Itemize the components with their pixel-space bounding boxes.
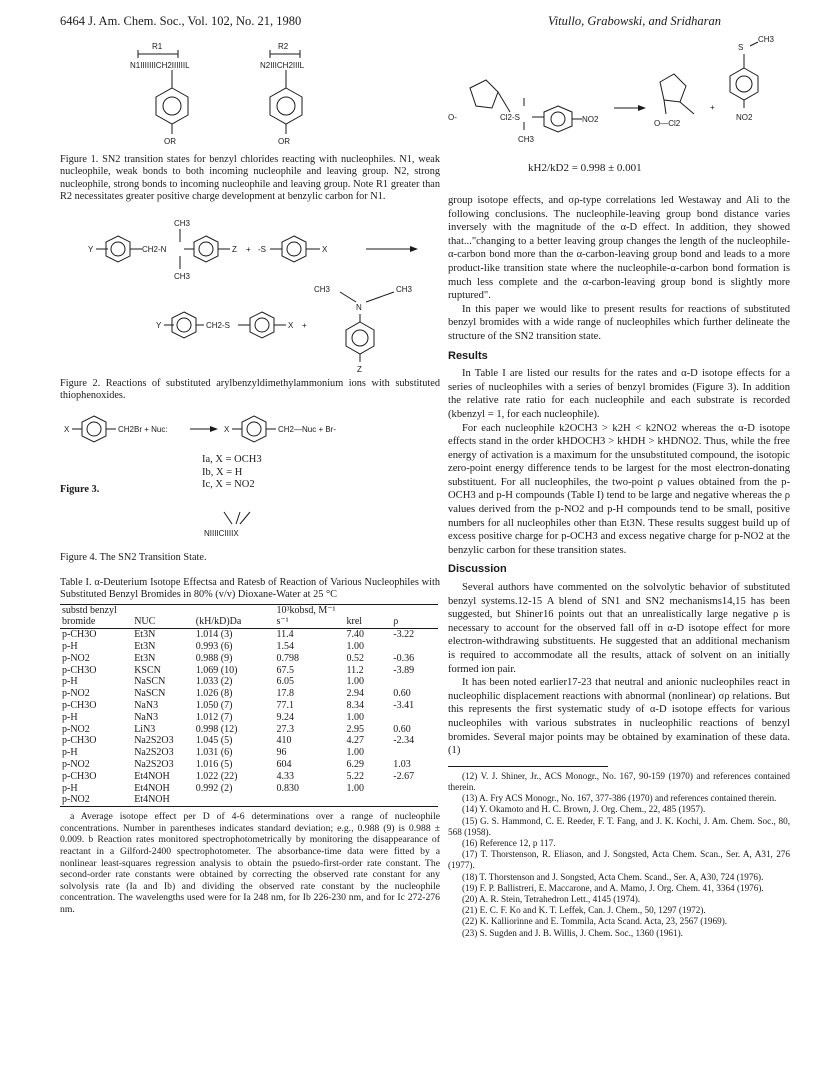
- table-cell: 1.069 (10): [195, 664, 238, 676]
- table-cell: 0.830: [276, 782, 299, 794]
- table-cell: p-CH3O: [62, 664, 97, 676]
- table-cell: 9.24: [276, 711, 294, 723]
- reference-item: (13) A. Fry ACS Monogr., No. 167, 377-386 (1970) and references contained therein.: [462, 793, 777, 804]
- table-cell: p-NO2: [62, 759, 90, 771]
- table-cell: 1.026 (8): [195, 688, 233, 700]
- table-cell: 1.00: [346, 641, 365, 653]
- isotope-equation: kH2/kD2 = 0.998 ± 0.001: [528, 162, 642, 174]
- table-row: [60, 629, 438, 641]
- table-cell: p-NO2: [62, 688, 90, 700]
- no2-label-2: NO2: [736, 113, 753, 122]
- table-cell: NaSCN: [134, 688, 166, 700]
- reference-item: (19) F. P. Ballistreri, E. Maccarone, and A. Mamo, J. Org. Chem. 41, 3364 (1976).: [462, 882, 764, 893]
- table-cell: [391, 747, 438, 759]
- y-label: Y: [88, 244, 94, 254]
- table-row: [60, 665, 438, 677]
- table-cell: 17.8: [276, 688, 294, 700]
- table-cell: 0.52: [346, 652, 365, 664]
- cl2s-label: Cl2-S: [500, 113, 521, 122]
- figure-2-drawing: [60, 212, 440, 374]
- table-row: [60, 712, 438, 724]
- reference-item: (20) A. R. Stein, Tetrahedron Lett., 4145 (1974).: [462, 893, 641, 904]
- figure-2-caption: Figure 2. Reactions of substituted arylbenzyldimethylammonium ions with substituted thiophenoxides.: [60, 377, 440, 402]
- ocl2-label: O—Cl2: [654, 119, 681, 128]
- figure-4-caption: Figure 4. The SN2 Transition State.: [60, 552, 207, 564]
- table-cell: [194, 794, 275, 806]
- compound-ia: Ia, X = OCH3: [202, 454, 262, 466]
- figure-3-drawing: [60, 410, 440, 450]
- table-row: [60, 747, 438, 759]
- table-cell: -2.34: [393, 735, 415, 747]
- table-cell: p-CH3O: [62, 700, 97, 712]
- ch2br-label: CH2Br + Nuc:: [118, 425, 168, 435]
- running-header-left: 6464 J. Am. Chem. Soc., Vol. 102, No. 21, 1980: [60, 14, 302, 28]
- table-cell: 604: [276, 759, 292, 771]
- table-cell: Et4NOH: [134, 782, 170, 794]
- table-cell: [391, 676, 438, 688]
- ch3-s-label: CH3: [758, 35, 775, 44]
- table-cell: Et3N: [134, 641, 156, 653]
- z-label-bottom: Z: [357, 364, 362, 374]
- table-row: [60, 794, 438, 806]
- col-rho: ρ: [393, 616, 399, 628]
- z-label-top: Z: [232, 244, 237, 254]
- table-cell: 1.012 (7): [195, 711, 233, 723]
- running-header-right: Vitullo, Grabowski, and Sridharan: [548, 14, 722, 28]
- y-label-2: Y: [156, 320, 162, 330]
- reference-list: [448, 771, 790, 939]
- table-cell: 6.29: [346, 759, 365, 771]
- table-cell: p-NO2: [62, 723, 90, 735]
- table-cell: p-H: [62, 782, 78, 794]
- table-cell: -0.36: [393, 652, 415, 664]
- table-cell: Et4NOH: [134, 770, 170, 782]
- left-column: [60, 40, 440, 916]
- table-cell: 1.00: [346, 747, 365, 759]
- figure-3: [60, 410, 440, 498]
- table-cell: Na2S2O3: [134, 759, 174, 771]
- table-cell: 1.033 (2): [195, 676, 233, 688]
- plus-2: +: [302, 320, 307, 330]
- table-cell: [391, 641, 438, 653]
- table-cell: Et4NOH: [134, 794, 170, 806]
- reference-item: (15) G. S. Hammond, C. E. Reeder, F. T. Fang, and J. K. Kochi, J. Am. Chem. Soc., 80, 568 (1958).: [448, 815, 790, 837]
- compound-ic: Ic, X = NO2: [202, 479, 255, 491]
- table-cell: 0.988 (9): [195, 652, 233, 664]
- col-isotope: (kH/kD)Da: [195, 616, 242, 628]
- table-cell: Et3N: [134, 652, 156, 664]
- table-cell: 6.05: [276, 676, 294, 688]
- table-cell: [345, 794, 392, 806]
- table-row: [60, 653, 438, 665]
- ch3-top: CH3: [174, 218, 191, 228]
- table-cell: p-NO2: [62, 652, 90, 664]
- table-cell: NaN3: [134, 711, 159, 723]
- reference-item: (18) T. Thorstenson and J. Songsted, Acta Chem. Scand., Ser. A, A30, 724 (1976).: [462, 871, 764, 882]
- table-cell: 77.1: [276, 700, 294, 712]
- table-cell: -3.89: [393, 664, 415, 676]
- table-cell: 96: [276, 747, 287, 759]
- table-title: Table I. α-Deuterium Isotope Effectsa and Ratesb of Reaction of Various Nucleophiles with Substituted Benzyl Bromides in 80% (v/v) Dioxane-Water at 25 °C: [60, 576, 440, 601]
- x-label-top: X: [322, 244, 328, 254]
- table-cell: KSCN: [134, 664, 161, 676]
- table-cell: 0.998 (12): [195, 723, 238, 735]
- reference-item: (23) S. Sugden and J. B. Willis, J. Chem. Soc., 1360 (1961).: [462, 927, 683, 938]
- table-row: [60, 700, 438, 712]
- figure-4: [60, 504, 440, 552]
- table-cell: 1.014 (3): [195, 629, 233, 641]
- col-kobsd: 10³kobsd, M⁻¹ s⁻¹: [276, 604, 336, 628]
- col-substrate: substd benzyl bromide: [62, 604, 117, 628]
- table-cell: 0.60: [393, 688, 411, 700]
- discussion-heading: Discussion: [448, 563, 507, 576]
- table-cell: p-H: [62, 676, 78, 688]
- n2-label: N2IIICH2IIIL: [260, 61, 305, 70]
- table-row: [60, 759, 438, 771]
- table-cell: p-CH3O: [62, 629, 97, 641]
- table-cell: 0.60: [393, 723, 411, 735]
- table-cell: p-NO2: [62, 794, 90, 806]
- reference-item: (21) E. C. F. Ko and K. T. Leffek, Can. J. Chem., 50, 1297 (1972).: [462, 905, 706, 916]
- table-cell: 4.27: [346, 735, 365, 747]
- table-cell: -3.22: [393, 629, 415, 641]
- table-cell: 5.22: [346, 770, 365, 782]
- table-cell: LiN3: [134, 723, 156, 735]
- x-label-2: X: [288, 320, 294, 330]
- table-cell: 0.992 (2): [195, 782, 233, 794]
- n1-label: N1IIIIIIICH2IIIIIIL: [130, 61, 190, 70]
- table-cell: 1.050 (7): [195, 700, 233, 712]
- table-1: [60, 604, 438, 808]
- reference-item: (12) V. J. Shiner, Jr., ACS Monogr., No. 167, 90-159 (1970) and references contained therein.: [448, 770, 790, 792]
- table-row: [60, 641, 438, 653]
- table-cell: 1.00: [346, 676, 365, 688]
- table-cell: 67.5: [276, 664, 294, 676]
- table-cell: [391, 783, 438, 795]
- table-cell: p-H: [62, 747, 78, 759]
- table-cell: 7.40: [346, 629, 365, 641]
- table-cell: 0.798: [276, 652, 299, 664]
- o-minus-label: O-: [448, 113, 457, 122]
- or-label-1: OR: [164, 137, 176, 146]
- table-row: [60, 735, 438, 747]
- r2-label: R2: [278, 42, 289, 51]
- ch2n-label: CH2-N: [142, 244, 167, 254]
- no2-label-1: NO2: [582, 115, 599, 124]
- reference-item: (22) K. Kalliorinne and E. Tommila, Acta Scand. Acta, 23, 2567 (1969).: [462, 916, 728, 927]
- figure-1-drawing: [60, 40, 440, 148]
- ch2s-label: CH2-S: [206, 320, 231, 330]
- table-footnote: a Average isotope effect per D of 4-6 determinations over a range of nucleophile concentrations. Number in parentheses indicates standard deviation; e.g., 0.988 (9) is 0.988 ± 0.009. b Reaction rates monitored spectrophotometrically by monitoring the disappearance of reactant in a Gilford-2400 spectrophotometer. The absorbance-time data were fitted by a nonlinear least-squares regression analysis to obtain the psuedo-first-order rate constant. The second-order rate constants were obtained by correcting the observed rate constant for any solvolysis rate (Ia and Ib) and dividing the observed rate constant by the nucleophile concentration. The wavelengths used were for Ia 248 nm, for Ib 226-230 nm, and for Ic 272-276 nm.: [60, 811, 440, 915]
- table-cell: 2.95: [346, 723, 365, 735]
- table-row: [60, 771, 438, 783]
- table-cell: 1.00: [346, 782, 365, 794]
- table-row: [60, 724, 438, 736]
- table-cell: 1.03: [393, 759, 411, 771]
- para-results-2: For each nucleophile k2OCH3 > k2H < k2NO2 whereas the α-D isotope effects stand in the order kHDOCH3 > kHDH > kHDNO2. Thus, while the free energy of activation is a maximum for the unsubstituted compound, the isotopic zero-point energy difference tends to be largest for the most electron-donating substituent. For all nucleophiles, the two-point ρ values obtained from the p-OCH3 and p-H compounds (Table I) tend to be large and negative whereas the ρ values derived from the p-NO2 and p-H compounds tend to be small, positive numbers for all nucleophiles other than Et3N. These results suggest build up of excess positive charge for p-OCH3 and excess negative charge for p-NO2 at the benzylic carbon for these transition states.: [448, 422, 790, 556]
- table-cell: p-CH3O: [62, 735, 97, 747]
- reference-item: (14) Y. Okamoto and H. C. Brown, J. Org. Chem., 22, 485 (1957).: [462, 804, 706, 815]
- table-cell: 1.016 (5): [195, 759, 233, 771]
- plus-1: +: [246, 244, 251, 254]
- table-cell: 1.00: [346, 711, 365, 723]
- table-cell: NaSCN: [134, 676, 166, 688]
- table-cell: Na2S2O3: [134, 735, 174, 747]
- s-minus-label: -S: [258, 244, 266, 254]
- table-cell: 410: [276, 735, 292, 747]
- ch3-n-right: CH3: [396, 284, 413, 294]
- ch3-n-left: CH3: [314, 284, 331, 294]
- table-cell: 1.031 (6): [195, 747, 233, 759]
- table-cell: Et3N: [134, 629, 156, 641]
- table-cell: [391, 712, 438, 724]
- table-cell: 11.2: [346, 664, 364, 676]
- figure-1-caption: Figure 1. SN2 transition states for benzyl chlorides reacting with nucleophiles. N1, weak nucleophile, weak bonds to both incoming nucleophile and leaving group. N2, strong nucleophile, strong bonds to incoming nucleophile and leaving group. Note R1 greater than R2 necessitates greater positive charge development at benzylic carbon for N1.: [60, 154, 440, 203]
- table-row: [60, 688, 438, 700]
- table-cell: [391, 794, 438, 806]
- table-cell: p-CH3O: [62, 770, 97, 782]
- table-cell: 1.54: [276, 641, 294, 653]
- compound-ib: Ib, X = H: [202, 466, 243, 478]
- right-column: [448, 35, 790, 939]
- reference-item: (17) T. Thorstenson, R. Eliason, and J. Songsted, Acta Chem. Scan., Ser. A, A31, 276 (1977).: [448, 849, 790, 871]
- x-label-f3b: X: [224, 425, 230, 435]
- table-cell: -3.41: [393, 700, 415, 712]
- table-row: [60, 676, 438, 688]
- table-cell: 8.34: [346, 700, 365, 712]
- table-cell: 2.94: [346, 688, 365, 700]
- top-right-scheme: [448, 35, 790, 190]
- table-cell: [274, 794, 344, 806]
- table-cell: 11.4: [276, 629, 294, 641]
- table-cell: -2.67: [393, 770, 415, 782]
- x-label-f3a: X: [64, 425, 70, 435]
- figure-2: [60, 212, 440, 374]
- s-label: S: [738, 43, 744, 52]
- figure-3-caption: Figure 3.: [60, 484, 100, 496]
- n-label: N: [356, 302, 362, 312]
- table-cell: 27.3: [276, 723, 294, 735]
- para-intro: In this paper we would like to present results for reactions of substituted benzyl bromides with a wide range of nucleophiles which further delineate the structure of the SN2 transition state.: [448, 303, 790, 342]
- figure-1: [60, 40, 440, 148]
- or-label-2: OR: [278, 137, 290, 146]
- figure-4-drawing: [60, 504, 440, 552]
- table-header-row: [60, 604, 438, 629]
- para-results-1: In Table I are listed our results for the rates and α-D isotope effects for a series of nucleophiles with a series of benzyl bromides (Figure 3). In addition the relative rate ratio for each nucleophile and each substrate is recorded (kbenzyl = 1, for each nucleophile).: [448, 368, 790, 420]
- col-krel: krel: [346, 616, 363, 628]
- para-discussion-2: It has been noted earlier17-23 that neutral and anionic nucleophiles react in nucleophilic displacement reactions with abnormal (nonlinear) σρ relations. But this represents the first systematic study of α-D isotope effects for various nucleophiles with various substrates in nucleophilic reactions of benzyl bromides. Several major points may be obtained by examination of these data. (1): [448, 677, 790, 757]
- para-discussion-1: Several authors have commented on the solvolytic behavior of substituted benzyl systems.12-15 A blend of SN1 and SN2 mechanisms14,15 has been suggested, but Shiner16 points out that an unrealistically large negative ρ is necessary to account for the observed fall off in α-D isotope effect for more electron-withdrawing substituents. He suggested that an additional mechanism is required to accommodate all the results, attack of solvent on an initially formed ion pair.: [448, 582, 790, 675]
- table-cell: NaN3: [134, 700, 159, 712]
- table-cell: p-H: [62, 641, 78, 653]
- para-westaway: group isotope effects, and σρ-type correlations led Westaway and Ali to the following conclusions. The nucleophile-leaving group bond distance varies inversely with the magnitude of the α-D effect. In addition, they showed that..."changing to a better leaving group changes the length of the nucleophile-α-carbon bond more than the α-carbon-leaving group bond and leads to a more product-like transition state where the nucleophile-α-carbon bond formation is much less complete and the α-carbon-leaving group bond is slightly more ruptured".: [448, 195, 790, 302]
- ts-label: NIIIICIIIIX: [204, 529, 239, 539]
- table-cell: p-H: [62, 711, 78, 723]
- r1-label: R1: [152, 42, 163, 51]
- table-cell: Na2S2O3: [134, 747, 174, 759]
- plus-scheme: +: [710, 103, 715, 112]
- table-row: [60, 783, 438, 795]
- results-heading: Results: [448, 349, 488, 362]
- ch3-scheme: CH3: [518, 135, 535, 144]
- reference-item: (16) Reference 12, p 117.: [462, 837, 556, 848]
- ch2nuc-label: CH2—Nuc + Br-: [278, 425, 337, 435]
- table-cell: 4.33: [276, 770, 294, 782]
- table-cell: 0.993 (6): [195, 641, 233, 653]
- table-cell: 1.045 (5): [195, 735, 233, 747]
- reference-divider: [448, 766, 608, 767]
- table-cell: 1.022 (22): [195, 770, 238, 782]
- col-nuc: NUC: [134, 616, 156, 628]
- ch3-bottom: CH3: [174, 271, 191, 281]
